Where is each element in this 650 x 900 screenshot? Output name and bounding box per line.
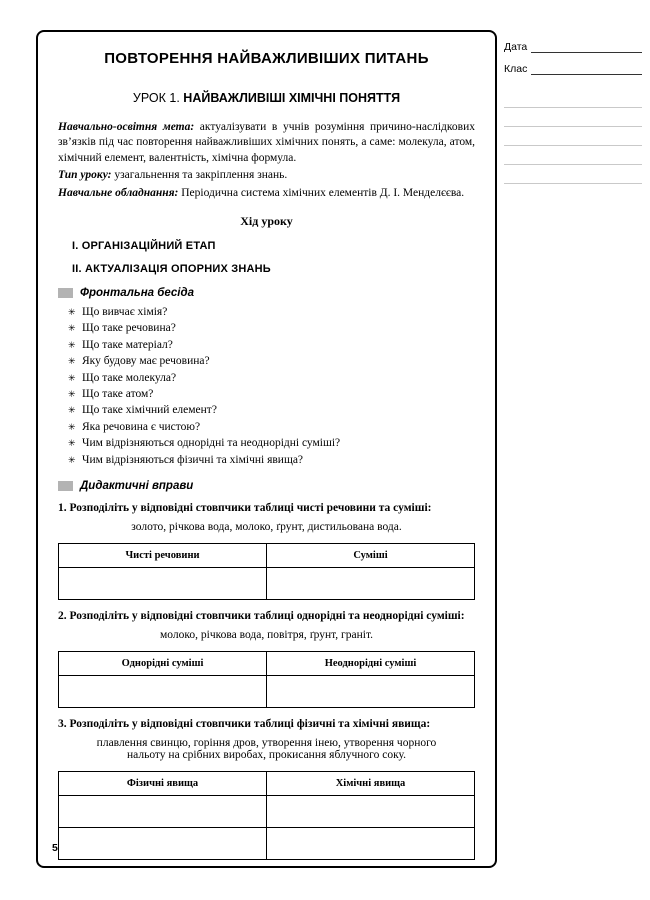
class-blank-line	[531, 62, 642, 75]
question-text: Яку будову має речовина?	[82, 355, 210, 368]
empty-answer-cell	[59, 828, 267, 860]
section-marker-icon	[58, 288, 73, 298]
empty-answer-cell	[59, 676, 267, 708]
goal-label: Навчально-освітня мета:	[58, 121, 195, 133]
exercise-2-text: Розподіліть у відповідні стовпчики таблиці однорідні та неоднорідні суміші:	[66, 610, 465, 623]
asterisk-bullet-icon: ✳	[68, 421, 76, 432]
empty-answer-cell	[59, 796, 267, 828]
course-heading: Хід уроку	[240, 214, 293, 229]
exercise-3-table	[58, 771, 475, 860]
lesson-type-label: Тип уроку:	[58, 169, 112, 182]
asterisk-bullet-icon: ✳	[68, 389, 76, 400]
asterisk-bullet-icon: ✳	[68, 454, 76, 465]
empty-answer-cell	[267, 676, 475, 708]
exercise-2-table	[58, 651, 475, 708]
exercise-2-items: молоко, річкова вода, повітря, ґрунт, граніт.	[160, 629, 373, 642]
stage-1-heading: І. ОРГАНІЗАЦІЙНИЙ ЕТАП	[72, 240, 216, 253]
table-row	[59, 568, 475, 600]
question-text: Що таке речовина?	[82, 322, 176, 335]
column-header: Неоднорідні суміші	[267, 652, 475, 676]
lesson-number: УРОК 1.	[132, 91, 184, 105]
date-field	[504, 40, 642, 53]
question-text: Що вивчає хімія?	[82, 306, 168, 319]
didactic-exercises-label: Дидактичні вправи	[80, 480, 194, 493]
question-item	[68, 419, 475, 435]
column-header: Хімічні явища	[267, 772, 475, 796]
class-label: Клас	[504, 63, 528, 75]
equipment-text: Періодична система хімічних елементів Д. І. Менделєєва.	[178, 186, 465, 199]
ruled-line	[504, 89, 642, 108]
question-text: Чим відрізняються фізичні та хімічні явища?	[82, 453, 304, 466]
empty-answer-cell	[267, 568, 475, 600]
question-item	[68, 402, 475, 418]
lesson-meta	[58, 120, 475, 201]
exercise-2-number: 2.	[58, 610, 67, 623]
asterisk-bullet-icon: ✳	[68, 356, 76, 367]
question-text: Яка речовина є чистою?	[82, 420, 201, 433]
question-item	[68, 370, 475, 386]
question-item	[68, 337, 475, 353]
column-header: Суміші	[267, 544, 475, 568]
note-ruled-lines	[504, 89, 642, 184]
asterisk-bullet-icon: ✳	[68, 323, 76, 334]
question-text: Що таке матеріал?	[82, 338, 173, 351]
page-title: ПОВТОРЕННЯ НАЙВАЖЛИВІШИХ ПИТАНЬ	[104, 50, 429, 67]
question-text: Чим відрізняються однорідні та неоднорідні суміші?	[82, 437, 341, 450]
column-header: Однорідні суміші	[59, 652, 267, 676]
frontal-talk-label: Фронтальна бесіда	[80, 287, 195, 300]
question-item	[68, 353, 475, 369]
question-text: Що таке молекула?	[82, 371, 177, 384]
asterisk-bullet-icon: ✳	[68, 339, 76, 350]
ruled-line	[504, 146, 642, 165]
empty-answer-cell	[267, 828, 475, 860]
exercise-1-items: золото, річкова вода, молоко, ґрунт, дистильована вода.	[131, 521, 402, 534]
question-item	[68, 304, 475, 320]
section-marker-icon	[58, 481, 73, 491]
date-label: Дата	[504, 41, 528, 53]
goal-paragraph	[58, 120, 475, 166]
equipment-label: Навчальне обладнання:	[58, 186, 179, 199]
goal-text: актуалізувати в учнів розуміння причино-наслідкових зв’язків під час повторення найважливіших хімічних понять, а саме: молекула, атом, хімічний елемент, валентність, хімічна формула.	[58, 121, 475, 164]
question-text: Що таке атом?	[82, 388, 154, 401]
lesson-type-text: узагальнення та закріплення знань.	[111, 169, 288, 182]
question-item	[68, 452, 475, 468]
questions-list	[58, 304, 475, 468]
table-row	[59, 796, 475, 828]
lesson-type-paragraph	[58, 168, 475, 183]
class-field	[504, 62, 642, 75]
exercise-2-instruction	[58, 610, 475, 622]
ruled-line	[504, 165, 642, 184]
margin-fields	[504, 40, 642, 184]
exercise-1-table	[58, 543, 475, 600]
page-number: 5	[52, 842, 58, 854]
table-header-row	[59, 652, 475, 676]
question-item	[68, 435, 475, 451]
frontal-talk-heading	[58, 287, 475, 299]
exercise-3-items: плавлення свинцю, горіння дров, утворення інею, утворення чорного нальоту на срібних виробах, прокисання яблучного соку.	[96, 737, 437, 762]
lesson-title	[58, 91, 475, 105]
table-row	[59, 828, 475, 860]
exercise-1-instruction	[58, 502, 475, 514]
exercise-1-number: 1.	[58, 502, 67, 515]
empty-answer-cell	[59, 568, 267, 600]
exercise-2	[58, 610, 475, 708]
table-header-row	[59, 544, 475, 568]
column-header: Фізичні явища	[59, 772, 267, 796]
question-text: Що таке хімічний елемент?	[82, 404, 217, 417]
stage-2-heading: ІІ. АКТУАЛІЗАЦІЯ ОПОРНИХ ЗНАНЬ	[72, 263, 271, 276]
date-blank-line	[531, 40, 642, 53]
didactic-exercises-heading	[58, 480, 475, 492]
empty-answer-cell	[267, 796, 475, 828]
question-item	[68, 320, 475, 336]
asterisk-bullet-icon: ✳	[68, 307, 76, 318]
exercise-3-text: Розподіліть у відповідні стовпчики таблиці фізичні та хімічні явища:	[66, 718, 431, 731]
exercise-3	[58, 718, 475, 860]
table-header-row	[59, 772, 475, 796]
lesson-name: НАЙВАЖЛИВІШІ ХІМІЧНІ ПОНЯТТЯ	[183, 91, 401, 105]
exercise-1-text: Розподіліть у відповідні стовпчики таблиці чисті речовини та суміші:	[66, 502, 432, 515]
equipment-paragraph	[58, 186, 475, 201]
exercise-3-number: 3.	[58, 718, 67, 731]
asterisk-bullet-icon: ✳	[68, 372, 76, 383]
asterisk-bullet-icon: ✳	[68, 438, 76, 449]
asterisk-bullet-icon: ✳	[68, 405, 76, 416]
question-item	[68, 386, 475, 402]
exercise-3-instruction	[58, 718, 475, 730]
exercise-1	[58, 502, 475, 600]
table-row	[59, 676, 475, 708]
ruled-line	[504, 127, 642, 146]
column-header: Чисті речовини	[59, 544, 267, 568]
content-frame	[36, 30, 497, 868]
ruled-line	[504, 108, 642, 127]
